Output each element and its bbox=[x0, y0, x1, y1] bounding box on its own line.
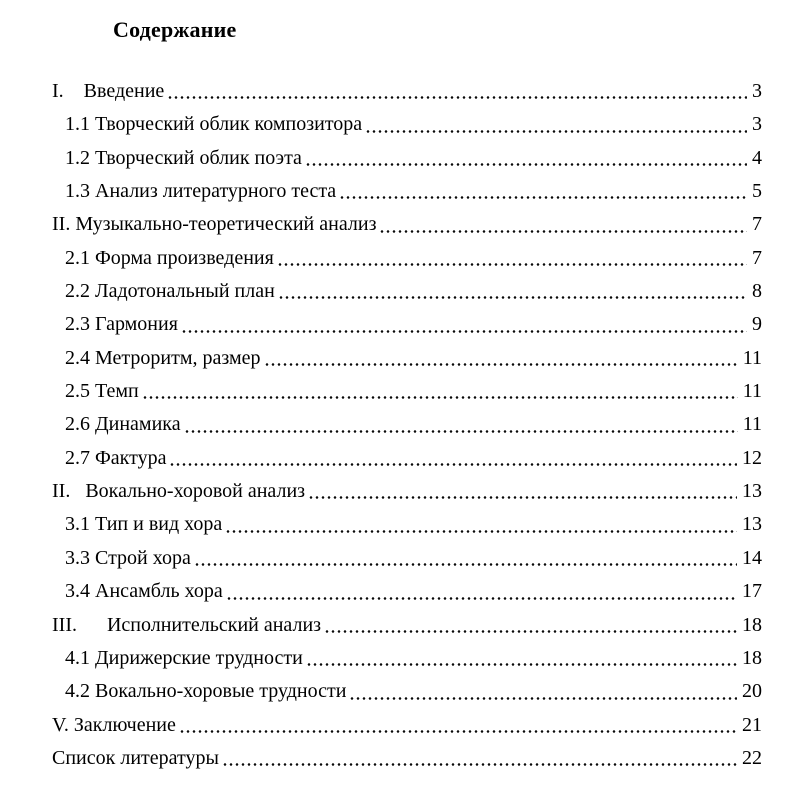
dot-leader bbox=[277, 242, 747, 275]
toc-entry bbox=[52, 742, 762, 775]
dot-leader bbox=[167, 75, 747, 108]
toc-entry bbox=[65, 342, 762, 375]
toc-entry-label: 2.2 Ладотональный план bbox=[65, 280, 275, 303]
toc-entry-label: V. Заключение bbox=[52, 713, 176, 736]
toc-entry-label: 3.3 Строй хора bbox=[65, 546, 191, 569]
toc-entry-label: 1.1 Творческий облик композитора bbox=[65, 113, 363, 136]
page-number: 8 bbox=[752, 280, 762, 303]
toc-entry-label: 3.4 Ансамбль хора bbox=[65, 580, 223, 603]
toc-entry bbox=[65, 675, 762, 708]
page-number: 22 bbox=[742, 746, 762, 769]
toc-entry bbox=[65, 242, 762, 275]
page-number: 18 bbox=[742, 613, 762, 636]
dot-leader bbox=[222, 742, 737, 775]
page-number: 13 bbox=[742, 513, 762, 536]
toc-entry-label: 1.3 Анализ литературного теста bbox=[65, 180, 337, 203]
page-number: 3 bbox=[752, 80, 762, 102]
toc-entry bbox=[65, 575, 762, 608]
toc-entry bbox=[65, 142, 762, 175]
toc-entry-label: 3.1 Тип и вид хора bbox=[65, 513, 223, 536]
toc-entry-label: 2.5 Темп bbox=[65, 380, 139, 403]
toc-entry-label: 2.6 Динамика bbox=[65, 413, 181, 436]
page-number: 21 bbox=[742, 713, 762, 736]
page-number: 11 bbox=[742, 413, 762, 436]
dot-leader bbox=[264, 342, 738, 375]
dot-leader bbox=[169, 442, 737, 475]
toc-entry-label: 2.1 Форма произведения bbox=[65, 246, 274, 269]
dot-leader bbox=[308, 475, 737, 508]
page-number: 11 bbox=[742, 380, 762, 403]
page-number: 20 bbox=[742, 680, 762, 703]
toc-entry bbox=[65, 175, 762, 208]
toc-entry-label: II. Вокально-хоровой анализ bbox=[52, 480, 306, 503]
dot-leader bbox=[181, 308, 747, 341]
toc-entry-label: 2.4 Метроритм, размер bbox=[65, 346, 261, 369]
page-number: 7 bbox=[752, 213, 762, 236]
dot-leader bbox=[225, 508, 737, 541]
toc-entry-label: 2.7 Фактура bbox=[65, 446, 167, 469]
toc-entry bbox=[52, 75, 762, 108]
table-of-contents bbox=[0, 75, 803, 775]
toc-entry bbox=[65, 308, 762, 341]
toc-entry bbox=[65, 408, 762, 441]
dot-leader bbox=[365, 108, 747, 141]
toc-entry bbox=[52, 709, 762, 742]
page-number: 9 bbox=[752, 313, 762, 336]
toc-entry bbox=[65, 442, 762, 475]
toc-entry bbox=[65, 108, 762, 141]
dot-leader bbox=[179, 709, 737, 742]
page-number: 12 bbox=[742, 446, 762, 469]
dot-leader bbox=[306, 642, 737, 675]
toc-entry-label: 4.1 Дирижерские трудности bbox=[65, 646, 303, 669]
page-number: 11 bbox=[742, 346, 762, 369]
toc-entry-label: III. Исполнительский анализ bbox=[52, 613, 322, 636]
page-number: 3 bbox=[752, 113, 762, 136]
page-number: 13 bbox=[742, 480, 762, 503]
toc-entry bbox=[65, 642, 762, 675]
toc-entry bbox=[52, 475, 762, 508]
page-number: 5 bbox=[752, 180, 762, 203]
toc-entry-label: II. Музыкально-теоретический анализ bbox=[52, 213, 377, 236]
page-number: 4 bbox=[752, 146, 762, 169]
page-number: 14 bbox=[742, 546, 762, 569]
toc-entry-label: 4.2 Вокально-хоровые трудности bbox=[65, 680, 347, 703]
dot-leader bbox=[184, 408, 738, 441]
dot-leader bbox=[142, 375, 738, 408]
page-number: 18 bbox=[742, 646, 762, 669]
toc-title: Содержание bbox=[113, 17, 237, 42]
toc-entry-label: I. Введение bbox=[52, 80, 165, 102]
dot-leader bbox=[226, 575, 737, 608]
page-number: 7 bbox=[752, 246, 762, 269]
toc-entry-label: 2.3 Гармония bbox=[65, 313, 178, 336]
toc-entry bbox=[65, 375, 762, 408]
toc-entry bbox=[65, 508, 762, 541]
toc-entry bbox=[52, 208, 762, 241]
dot-leader bbox=[278, 275, 747, 308]
dot-leader bbox=[349, 675, 737, 708]
dot-leader bbox=[379, 208, 747, 241]
dot-leader bbox=[324, 609, 737, 642]
dot-leader bbox=[305, 142, 747, 175]
page-number: 17 bbox=[742, 580, 762, 603]
toc-entry-label: Список литературы bbox=[52, 746, 219, 769]
toc-entry-label: 1.2 Творческий облик поэта bbox=[65, 146, 302, 169]
toc-entry bbox=[65, 542, 762, 575]
toc-entry bbox=[52, 609, 762, 642]
dot-leader bbox=[194, 542, 737, 575]
toc-entry bbox=[65, 275, 762, 308]
dot-leader bbox=[339, 175, 747, 208]
